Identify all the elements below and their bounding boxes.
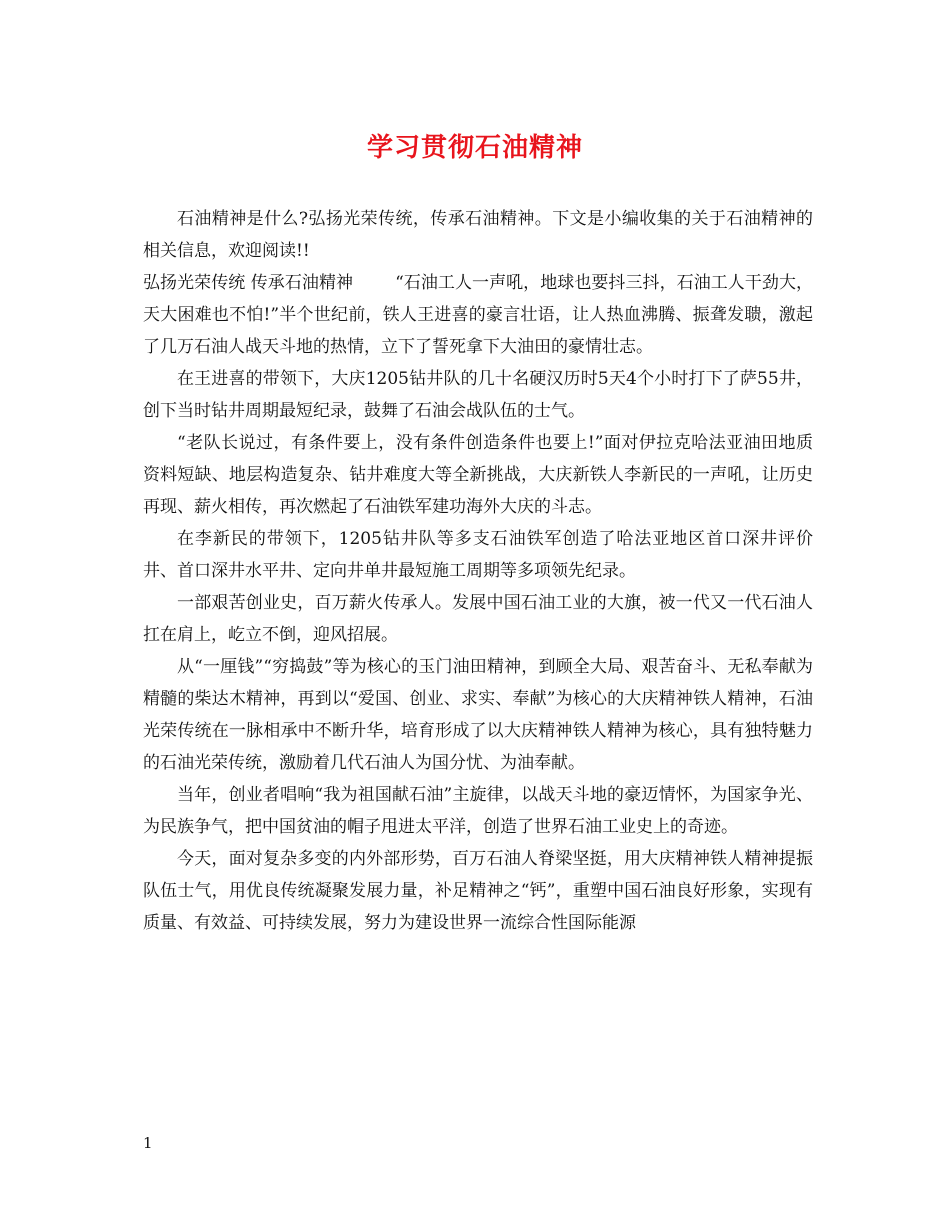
document-body xyxy=(143,203,813,939)
paragraph: 从“一厘钱”“穷捣鼓”等为核心的玉门油田精神，到顾全大局、艰苦奋斗、无私奉献为精髓的柴达木精神，再到以“爱国、创业、求实、奉献”为核心的大庆精神铁人精神，石油光荣传统在一脉相承中不断升华，培育形成了以大庆精神铁人精神为核心，具有独特魅力的石油光荣传统，激励着几代石油人为国分忧、为油奉献。 xyxy=(143,657,813,773)
document-title: 学习贯彻石油精神 xyxy=(366,133,583,163)
section-paragraph xyxy=(143,267,813,363)
paragraph: “老队长说过，有条件要上，没有条件创造条件也要上!”面对伊拉克哈法亚油田地质资料短缺、地层构造复杂、钻井难度大等全新挑战，大庆新铁人李新民的一声吼，让历史再现、薪火相传，再次燃起了石油铁军建功海外大庆的斗志。 xyxy=(143,433,813,517)
paragraph: 石油精神是什么?弘扬光荣传统，传承石油精神。下文是小编收集的关于石油精神的相关信息，欢迎阅读!! xyxy=(143,209,813,261)
paragraph: 当年，创业者唱响“我为祖国献石油”主旋律，以战天斗地的豪迈情怀，为国家争光、为民族争气，把中国贫油的帽子甩进太平洋，创造了世界石油工业史上的奇迹。 xyxy=(143,785,813,837)
paragraph: 一部艰苦创业史，百万薪火传承人。发展中国石油工业的大旗，被一代又一代石油人扛在肩上，屹立不倒，迎风招展。 xyxy=(143,593,813,645)
paragraph: 在王进喜的带领下，大庆1205钻井队的几十名硬汉历时5天4个小时打下了萨55井，创下当时钻井周期最短纪录，鼓舞了石油会战队伍的士气。 xyxy=(143,369,813,421)
section-label: 弘扬光荣传统 传承石油精神 xyxy=(143,273,354,293)
paragraph: 今天，面对复杂多变的内外部形势，百万石油人脊梁坚挺，用大庆精神铁人精神提振队伍士气，用优良传统凝聚发展力量，补足精神之“钙”，重塑中国石油良好形象，实现有质量、有效益、可持续发展，努力为建设世界一流综合性国际能源 xyxy=(143,849,813,933)
section-text: “石油工人一声吼，地球也要抖三抖，石油工人干劲大，天大困难也不怕!”半个世纪前，铁人王进喜的豪言壮语，让人热血沸腾、振聋发聩，激起了几万石油人战天斗地的热情，立下了誓死拿下大油田的豪情壮志。 xyxy=(143,273,813,357)
paragraph: 在李新民的带领下，1205钻井队等多支石油铁军创造了哈法亚地区首口深井评价井、首口深井水平井、定向井单井最短施工周期等多项领先纪录。 xyxy=(143,529,813,581)
page-number: 1 xyxy=(143,1134,153,1152)
